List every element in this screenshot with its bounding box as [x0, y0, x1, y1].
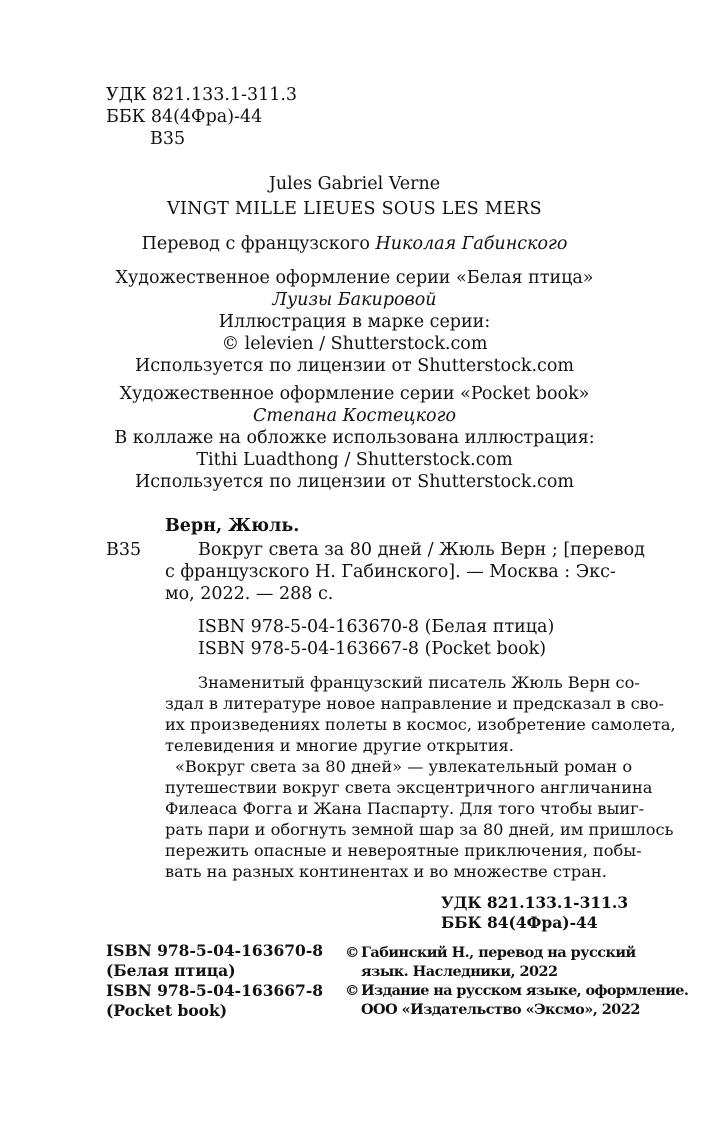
copyright-symbol: ©: [345, 944, 360, 961]
annotation-line: здал в литературе новое направление и предсказал в сво-: [165, 694, 664, 713]
series-pocket-credit: Tithi Luadthong / Shutterstock.com: [196, 450, 513, 470]
translator-name: Николая Габинского: [375, 234, 568, 254]
series-pocket-collage: В коллаже на обложке использована иллюстрация:: [114, 428, 595, 448]
annotation-line: Филеаса Фогга и Жана Паспарту. Для того чтобы выиг-: [165, 799, 645, 818]
series-white-bird-credit: © lelevien / Shutterstock.com: [221, 334, 488, 354]
entry-author: Верн, Жюль.: [165, 516, 300, 536]
annotation-line: их произведениях полеты в космос, изобретение самолета,: [165, 715, 676, 734]
bbk-code-bottom: ББК 84(4Фра)-44: [441, 913, 598, 932]
copyright-line: Габинский Н., перевод на русский: [361, 944, 636, 961]
annotation-line: телевидения и многие другие открытия.: [165, 736, 514, 755]
udk-code-top: УДК 821.133.1-311.3: [106, 85, 298, 105]
translation-credit: [0, 233, 709, 255]
entry-isbn: ISBN 978-5-04-163670-8 (Белая птица): [198, 617, 555, 637]
isbn-block-line: ISBN 978-5-04-163670-8: [106, 941, 324, 960]
entry-author-mark: В35: [106, 540, 142, 560]
series-pocket-designer: Степана Костецкого: [253, 406, 456, 426]
isbn-block-line: (Pocket book): [106, 1001, 228, 1020]
translation-prefix: Перевод с французского: [141, 234, 376, 254]
original-author: Jules Gabriel Verne: [268, 174, 441, 194]
entry-line: мо, 2022. — 288 с.: [165, 584, 334, 604]
copyright-line: язык. Наследники, 2022: [361, 963, 558, 980]
copyright-symbol: ©: [345, 982, 360, 999]
udk-code-bottom: УДК 821.133.1-311.3: [441, 893, 629, 912]
annotation-line: вать на разных континентах и во множестве стран.: [165, 862, 607, 881]
bbk-code-top: ББК 84(4Фра)-44: [106, 107, 263, 127]
series-white-bird-license: Используется по лицензии от Shutterstock.com: [135, 356, 574, 376]
entry-line: с французского Н. Габинского]. — Москва : Экс-: [165, 562, 616, 582]
author-mark-top: В35: [150, 129, 186, 149]
annotation-line: пережить опасные и невероятные приключения, побы-: [165, 841, 642, 860]
original-title: VINGT MILLE LIEUES SOUS LES MERS: [167, 199, 542, 219]
series-white-bird-design: Художественное оформление серии «Белая птица»: [115, 268, 594, 288]
series-white-bird-illustration: Иллюстрация в марке серии:: [218, 312, 491, 332]
entry-line: Вокруг света за 80 дней / Жюль Верн ; [перевод: [198, 540, 645, 560]
series-pocket-license: Используется по лицензии от Shutterstock.com: [135, 472, 574, 492]
copyright-line: Издание на русском языке, оформление.: [361, 982, 689, 999]
copyright-line: ООО «Издательство «Эксмо», 2022: [361, 1001, 640, 1018]
entry-isbn: ISBN 978-5-04-163667-8 (Pocket book): [198, 639, 547, 659]
isbn-block-line: (Белая птица): [106, 961, 236, 980]
isbn-block-line: ISBN 978-5-04-163667-8: [106, 981, 324, 1000]
annotation-line: Знаменитый французский писатель Жюль Верн со-: [198, 673, 640, 692]
annotation-line: путешествии вокруг света эксцентричного англичанина: [165, 778, 653, 797]
annotation-line: «Вокруг света за 80 дней» — увлекательный роман о: [175, 757, 633, 776]
series-white-bird-designer: Луизы Бакировой: [272, 290, 437, 310]
annotation-line: рать пари и обогнуть земной шар за 80 дней, им пришлось: [165, 820, 674, 839]
series-pocket-design: Художественное оформление серии «Pocket book»: [119, 384, 590, 404]
